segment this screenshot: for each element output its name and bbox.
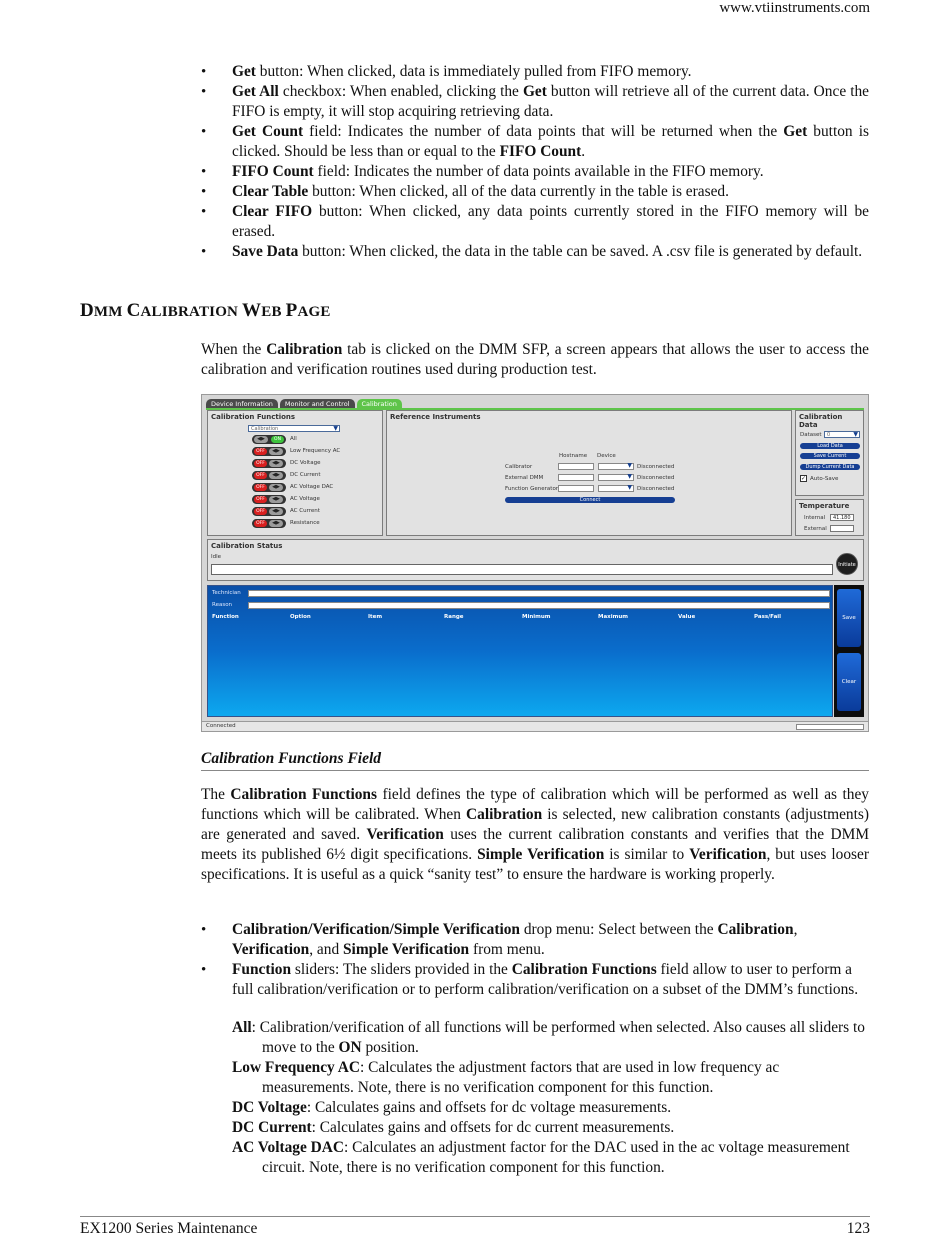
internal-label: Internal <box>804 515 826 521</box>
toggle-dc-current[interactable]: OFF ◀▶ <box>252 471 286 480</box>
dump-current-data-button[interactable]: Dump Current Data <box>800 464 860 470</box>
hostname-header: Hostname <box>559 453 588 459</box>
chevron-down-icon: ▼ <box>627 473 632 480</box>
slider-arrows-icon: ◀▶ <box>269 460 283 467</box>
list-item: • Function sliders: The sliders provided in the Calibration Functions field allow to user to perform a full calibration/verification or to perform calibration/verification on a subset of the DMM’s functions. <box>201 960 869 1000</box>
function-definitions <box>202 1018 870 1178</box>
bullet-text: button will retrieve all of the current data. Once the FIFO is empty, it will stop acquiring retrieving data. <box>232 83 870 120</box>
toggle-ac-voltage-dac[interactable]: OFF ◀▶ <box>252 483 286 492</box>
connect-button[interactable]: Connect <box>505 497 675 503</box>
external-dmm-label: External DMM <box>505 475 544 481</box>
column-header: Pass/Fail <box>754 614 782 620</box>
bullet-term: Get <box>232 63 256 80</box>
definition-item: DC Current: Calculates gains and offsets for dc current measurements. <box>232 1119 675 1136</box>
bullet-text: button is clicked. Should be less than or equal to the <box>232 123 869 160</box>
function-label: AC Current <box>290 508 320 514</box>
external-label: External <box>804 526 827 532</box>
dataset-select[interactable]: 0 ▼ <box>824 431 860 438</box>
auto-save-checkbox[interactable] <box>800 475 807 482</box>
chevron-down-icon: ▼ <box>627 462 632 469</box>
panel-title: Calibration Data <box>799 413 843 429</box>
tab-calibration[interactable]: Calibration <box>357 399 402 409</box>
function-label: AC Voltage DAC <box>290 484 334 490</box>
calibrator-device-select[interactable] <box>598 463 634 470</box>
list-item <box>201 62 869 82</box>
slider-arrows-icon: ◀▶ <box>269 520 283 527</box>
bullet-text: button: When clicked, data is immediately pulled from FIFO memory. <box>255 63 692 80</box>
list-item <box>201 182 869 202</box>
function-generator-device-select[interactable] <box>598 485 634 492</box>
calibration-status-panel <box>207 539 864 581</box>
list-item <box>201 82 869 122</box>
toggle-resistance[interactable]: OFF ◀▶ <box>252 519 286 528</box>
footer-title: EX1200 Series Maintenance <box>80 1220 258 1237</box>
column-header: Minimum <box>522 614 551 620</box>
slider-arrows-icon: ◀▶ <box>269 508 283 515</box>
external-temperature-value <box>830 525 854 532</box>
toggle-ac-current[interactable]: OFF ◀▶ <box>252 507 286 516</box>
panel-title: Reference Instruments <box>390 413 481 421</box>
function-label: Resistance <box>290 520 320 526</box>
panel-title: Calibration Status <box>211 542 283 550</box>
subsection-title: Calibration Functions Field <box>201 750 382 767</box>
bullet-text: . <box>581 143 586 160</box>
calibration-functions-panel <box>207 410 383 536</box>
panel-title: Calibration Functions <box>211 413 296 421</box>
column-header: Option <box>290 614 311 620</box>
external-dmm-status: Disconnected <box>637 475 675 481</box>
tab-device-information[interactable]: Device Information <box>206 399 278 409</box>
function-label: Low Frequency AC <box>290 448 341 454</box>
calibration-functions-paragraph: The Calibration Functions field defines the type of calibration which will be performed as well as they functions which will be calibrated. When Calibration is selected, new calibration constants (adjustments) are generated and saved. Verification uses the current calibration constants and verifies that the DMM meets its published 6½ digit specifications. Simple Verification is similar to Verification, but uses looser specifications. It is useful as a quick “sanity test” to ensure the hardware is working properly. <box>201 786 870 883</box>
calibrator-hostname-input[interactable] <box>558 463 594 470</box>
chevron-down-icon: ▼ <box>853 431 858 438</box>
column-header: Value <box>678 614 696 620</box>
external-dmm-hostname-input[interactable] <box>558 474 594 481</box>
status-progress-field <box>211 564 833 575</box>
column-header: Maximum <box>598 614 628 620</box>
chevron-down-icon: ▼ <box>627 484 632 491</box>
external-dmm-device-select[interactable] <box>598 474 634 481</box>
temperature-panel <box>795 499 864 536</box>
calibration-mode-select[interactable]: Calibration ▼ <box>248 425 340 432</box>
section-title: DMM CALIBRATION WEB PAGE <box>80 300 331 321</box>
calibration-data-panel <box>795 410 864 496</box>
reason-input[interactable] <box>248 602 830 609</box>
results-side-buttons <box>834 585 864 717</box>
list-item <box>201 242 869 262</box>
save-button[interactable]: Save <box>837 589 861 647</box>
function-generator-status: Disconnected <box>637 486 675 492</box>
load-data-button[interactable]: Load Data <box>800 443 860 449</box>
status-bar <box>202 721 868 732</box>
slider-arrows-icon: ◀▶ <box>269 496 283 503</box>
list-item: • Calibration/Verification/Simple Verification drop menu: Select between the Calibration, Verification, and Simple Verification from menu. <box>201 920 869 960</box>
status-text: Idle <box>211 554 222 560</box>
status-progress-bar <box>796 724 864 730</box>
bullet-term: FIFO Count <box>499 143 582 160</box>
header-url: www.vtiinstruments.com <box>719 0 870 16</box>
technician-input[interactable] <box>248 590 830 597</box>
intro-paragraph: When the Calibration tab is clicked on the DMM SFP, a screen appears that allows the user to access the calibration and verification routines used during production test. <box>201 341 870 378</box>
bullet-term: Save Data <box>232 243 299 260</box>
function-label: DC Voltage <box>290 460 321 466</box>
chevron-down-icon: ▼ <box>333 425 338 432</box>
calibrator-status: Disconnected <box>637 464 675 470</box>
toggle-dc-voltage[interactable]: OFF ◀▶ <box>252 459 286 468</box>
function-label: All <box>290 436 297 442</box>
bullet-text: button: When clicked, the data in the table can be saved. A .csv file is generated by default. <box>298 243 863 260</box>
list-item <box>201 122 869 162</box>
calibrator-label: Calibrator <box>505 464 533 470</box>
bullet-term: Get Count <box>232 123 304 140</box>
column-header: Item <box>368 614 383 620</box>
save-current-button[interactable]: Save Current <box>800 453 860 459</box>
calibration-screenshot <box>201 394 869 732</box>
list-item <box>201 162 869 182</box>
column-header: Range <box>444 614 464 620</box>
slider-arrows-icon: ◀▶ <box>269 448 283 455</box>
bullet-text: checkbox: When enabled, clicking the <box>278 83 523 100</box>
dataset-label: Dataset <box>800 432 822 438</box>
tab-monitor-and-control[interactable]: Monitor and Control <box>280 399 355 409</box>
results-table <box>207 585 833 717</box>
connection-status: Connected <box>206 723 236 729</box>
list-item <box>201 202 869 242</box>
bullet-text: button: When clicked, any data points currently stored in the FIFO memory will be erased. <box>232 203 869 240</box>
function-generator-hostname-input[interactable] <box>558 485 594 492</box>
bullet-term: Get <box>522 83 547 100</box>
bullet-text: field: Indicates the number of data points that will be returned when the <box>303 123 784 140</box>
lower-bullet-list <box>201 920 869 1000</box>
column-header: Function <box>212 614 239 620</box>
definition-item: Low Frequency AC: Calculates the adjustment factors that are used in low frequency ac measurements. Note, there is no verification component for this function. <box>232 1059 780 1096</box>
toggle-ac-voltage[interactable]: OFF ◀▶ <box>252 495 286 504</box>
toggle-low-frequency-ac[interactable]: OFF ◀▶ <box>252 447 286 456</box>
slider-arrows-icon: ◀▶ <box>269 472 283 479</box>
technician-label: Technician <box>212 590 241 596</box>
initiate-button[interactable]: Initiate <box>836 553 858 575</box>
panel-title: Temperature <box>799 502 850 510</box>
bullet-term: FIFO Count <box>232 163 314 180</box>
bullet-term: Get <box>783 123 808 140</box>
reason-label: Reason <box>212 602 233 608</box>
toggle-all[interactable]: ON ◀▶ <box>252 435 286 444</box>
clear-button[interactable]: Clear <box>837 653 861 711</box>
definition-item: AC Voltage DAC: Calculates an adjustment factor for the DAC used in the ac voltage measurement circuit. Note, there is no verification component for this function. <box>232 1139 850 1176</box>
check-icon: ✓ <box>801 475 807 482</box>
auto-save-label: Auto-Save <box>810 476 839 482</box>
definition-item: DC Voltage: Calculates gains and offsets for dc voltage measurements. <box>232 1099 672 1116</box>
footer-divider <box>80 1216 870 1217</box>
internal-temperature-value: 41.180 <box>830 514 854 521</box>
bullet-term: Clear FIFO <box>232 203 313 220</box>
divider <box>201 770 869 771</box>
function-generator-label: Function Generator <box>505 486 559 492</box>
page-number: 123 <box>846 1220 870 1237</box>
reference-instruments-panel <box>386 410 792 536</box>
slider-arrows-icon: ◀▶ <box>254 436 268 443</box>
bullet-term: Get All <box>232 83 279 100</box>
function-label: AC Voltage <box>290 496 320 502</box>
top-bullet-list <box>201 62 869 262</box>
bullet-text: field: Indicates the number of data points available in the FIFO memory. <box>313 163 764 180</box>
bullet-text: button: When clicked, all of the data currently in the table is erased. <box>308 183 729 200</box>
bullet-term: Clear Table <box>232 183 309 200</box>
function-label: DC Current <box>290 472 321 478</box>
device-header: Device <box>597 453 616 459</box>
slider-arrows-icon: ◀▶ <box>269 484 283 491</box>
definition-item: All: Calibration/verification of all functions will be performed when selected. Also causes all sliders to move to the ON position. <box>232 1019 865 1056</box>
